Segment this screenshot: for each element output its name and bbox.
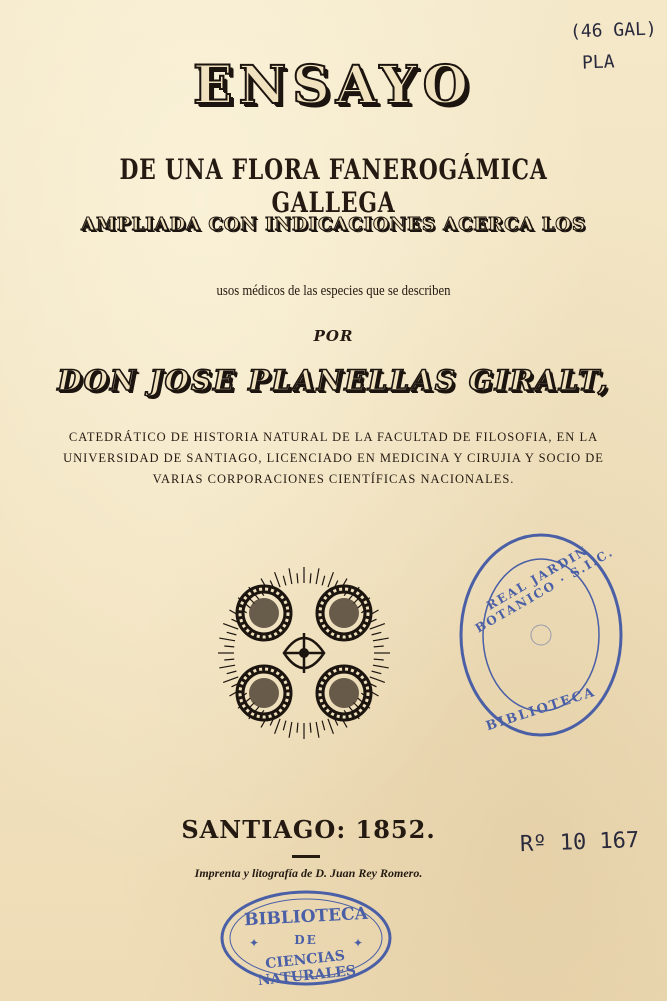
title-line-3: usos médicos de las especies que se describen — [216, 283, 451, 299]
author-name: DON JOSE PLANELLAS GIRALT, — [57, 364, 610, 397]
by-label: POR — [313, 327, 354, 345]
title-main: ENSAYO — [193, 55, 474, 116]
svg-text:✦: ✦ — [353, 936, 364, 950]
stamp-text-bottom: BIBLIOTECA — [484, 684, 598, 735]
handwritten-shelf-suffix: PLA — [581, 51, 615, 74]
library-stamp-natural-sciences — [219, 889, 393, 990]
author-credentials: CATEDRÁTICO DE HISTORIA NATURAL DE LA FACULTAD DE FILOSOFIA, EN LA UNIVERSIDAD DE SANTIAGO, LICENCIADO EN MEDICINA Y CIRUJIA Y SOCIO DE VARIAS CORPORACIONES CIENTÍFICAS NACIONALES. — [63, 430, 604, 486]
handwritten-register-number: Rº 10 167 — [519, 827, 640, 858]
divider — [292, 855, 320, 858]
imprint-printer: Imprenta y litografía de D. Juan Rey Romero. — [194, 866, 423, 880]
title-line-1: DE UNA FLORA FANEROGÁMICA GALLEGA — [119, 153, 548, 219]
title-line-2: AMPLIADA CON INDICACIONES ACERCA LOS — [81, 214, 586, 235]
stamp-text-top: REAL JARDIN BOTANICO · S.I.C. — [472, 543, 617, 636]
library-stamp-botanical-garden — [456, 530, 626, 740]
imprint-place-year: SANTIAGO: 1852. — [181, 815, 436, 844]
stamp-line-1: BIBLIOTECA — [243, 903, 369, 931]
stamp-line-3: CIENCIAS NATURALES — [256, 947, 357, 990]
handwritten-shelf-code: (46 GAL) — [569, 18, 658, 43]
printer-ornament-icon — [218, 567, 390, 739]
stamp-line-2: DE — [294, 933, 318, 947]
svg-text:✦: ✦ — [249, 936, 260, 950]
